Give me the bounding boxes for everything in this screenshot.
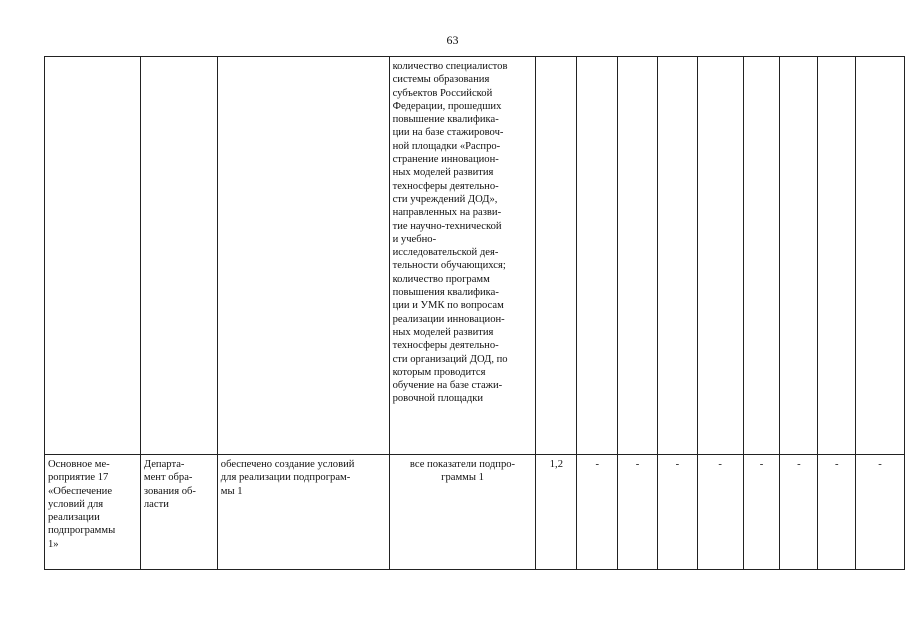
dash-cell: - xyxy=(856,455,905,570)
dash-cell: - xyxy=(818,455,856,570)
table-row xyxy=(45,455,905,570)
dash-cell: - xyxy=(657,455,697,570)
dash-cell: - xyxy=(577,455,618,570)
empty-cell xyxy=(697,57,743,455)
page-number: 63 xyxy=(446,33,459,47)
result-cell: обеспечено создание условий для реализации подпрограм- мы 1 xyxy=(217,455,389,570)
executor-cell: Департа- мент обра- зования об- ласти xyxy=(140,455,217,570)
dash-cell: - xyxy=(618,455,658,570)
dash-cell: - xyxy=(743,455,780,570)
empty-cell xyxy=(743,57,780,455)
empty-cell xyxy=(657,57,697,455)
empty-cell xyxy=(618,57,658,455)
result-cell xyxy=(217,57,389,455)
indicator-cell: все показатели подпро- граммы 1 xyxy=(389,455,536,570)
empty-cell xyxy=(818,57,856,455)
measure-cell xyxy=(45,57,141,455)
executor-cell xyxy=(140,57,217,455)
value-cell: 1,2 xyxy=(536,455,577,570)
empty-cell xyxy=(856,57,905,455)
value-cell xyxy=(536,57,577,455)
table-row xyxy=(45,57,905,455)
program-table xyxy=(44,56,905,570)
empty-cell xyxy=(577,57,618,455)
empty-cell xyxy=(780,57,818,455)
indicator-cell: количество специалистов системы образования субъектов Российской Федерации, прошедших повышение квалифика- ции на базе стажировоч- ной площадки «Распро- странение инновацион- ных моделей развития техносферы деятельно- сти учреждений ДОД», направленных на разви- тие научно-технической и учебно- исследовательской дея- тельности обучающихся; количество программ повышения квалифика- ции и УМК по вопросам реализации инновацион- ных моделей развития техносферы деятельно- сти организаций ДОД, по которым проводится обучение на базе стажи- ровочной площадки xyxy=(389,57,536,455)
dash-cell: - xyxy=(697,455,743,570)
measure-cell: Основное ме- роприятие 17 «Обеспечение условий для реализации подпрограммы 1» xyxy=(45,455,141,570)
dash-cell: - xyxy=(780,455,818,570)
